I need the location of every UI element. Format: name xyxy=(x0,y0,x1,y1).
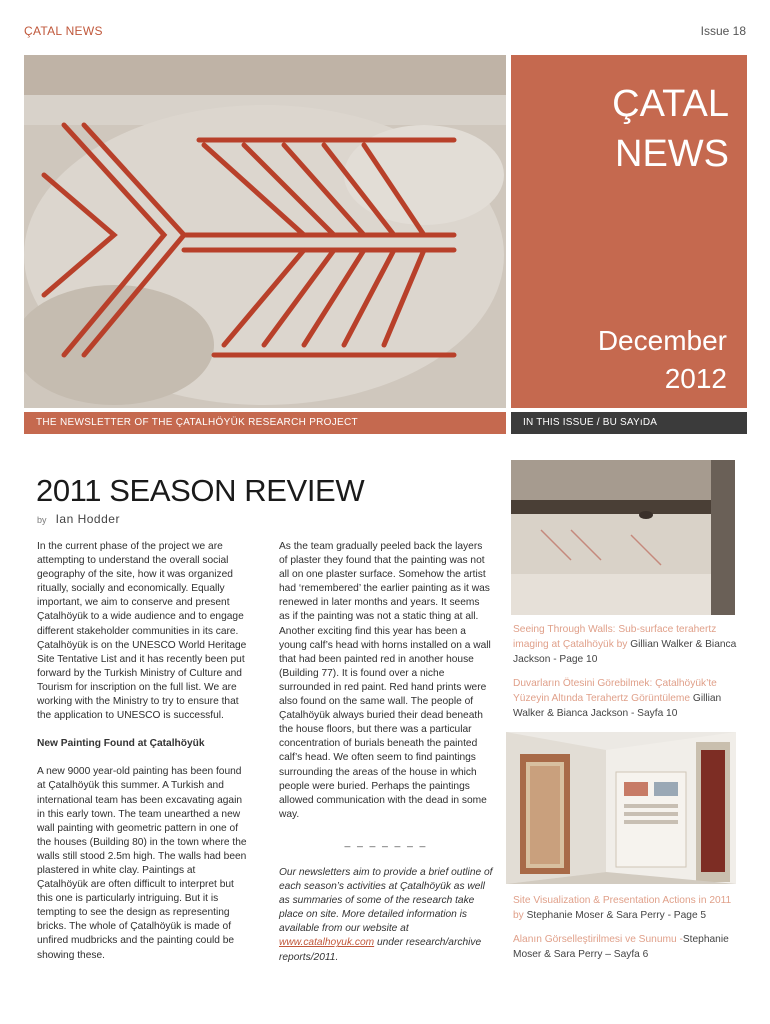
note-text-end: under research/archive reports/2011. xyxy=(279,937,482,963)
byline-prefix: by xyxy=(37,515,47,525)
in-this-issue-band: IN THIS ISSUE / BU SAYıDA xyxy=(511,412,747,434)
issue-item-authors: Stephanie Moser & Sara Perry – Sayfa 6 xyxy=(513,934,729,960)
issue-item-terahertz-tr[interactable] xyxy=(513,676,743,721)
masthead-title xyxy=(612,79,729,179)
article-column-2 xyxy=(279,540,493,965)
issue-item-title: Site Visualization & Presentation Actions in 2011 by xyxy=(513,895,732,921)
masthead-panel xyxy=(511,55,747,408)
article-column-1 xyxy=(37,540,249,977)
masthead-date-year: 2012 xyxy=(664,363,727,394)
article-paragraph: In the current phase of the project we are attempting to understand the overall social geography of the site, how it was organized ritually, socially and economically. Equally important, we aim to conserve and present Çatalhöyük to a wide audience and to engage different stakeholder communities in its care. Çatalhöyük is on the UNESCO World Heritage Site Tentative List and it has recently been put forward by the Turkish Ministry of Culture and Tourism for inscription on the full list. We are working with the Ministry to try to ensure that the application to UNESCO is successful. xyxy=(37,541,247,722)
issue-item-authors: Gillian Walker & Bianca Jackson - Sayfa 10 xyxy=(513,693,722,719)
exhibition-photo xyxy=(506,732,736,884)
newsletter-tagline-band: THE NEWSLETTER OF THE ÇATALHÖYÜK RESEARCH PROJECT xyxy=(24,412,506,434)
section-divider: _ _ _ _ _ _ _ xyxy=(344,836,428,848)
byline-author: Ian Hodder xyxy=(55,512,120,526)
issue-item-authors: Stephanie Moser & Sara Perry - Page 5 xyxy=(523,910,707,921)
article-subheading: New Painting Found at Çatalhöyük xyxy=(37,738,205,750)
masthead-title-line1: ÇATAL xyxy=(612,83,729,125)
newsletter-note xyxy=(279,866,493,965)
article-paragraph: As the team gradually peeled back the layers of plaster they found that the painting was not all on one plaster surface. Somehow the artist had ‘remembered’ the earlier painting as it was renewed in later months and years. It seems as if the painting was not a static thing at all. Another exciting find this year has been a young calf’s head with horns installed on a wall that had been painted red in another house (Building 77). It is found over a niche surrounded in red paint. Red hand prints were also found on the same wall. The people of Çatalhöyük always buried their dead beneath the house floors, but there was a particular concentration of burials beneath the painted calf’s head. We often seem to find paintings surrounding the areas of the house in which people were buried. Perhaps the paintings allowed communication with the dead in some way. xyxy=(279,541,491,820)
article-paragraph: A new 9000 year-old painting has been found at Çatalhöyük this summer. A Turkish and international team has been excavating again in this early town. The team unearthed a new wall painting with geometric pattern in one of the houses (Building 80) in the town where the walls still stood 2.5m high. The walls had been plastered in white clay. Paintings at Çatalhöyük are often difficult to interpret but this one is particularly intriguing. But it is tempting to see the design as representing bricks. The whole of Çatalhöyük is made of unfired mudbricks and the painting could be showing these. xyxy=(37,766,247,961)
wall-painting-photo xyxy=(24,55,506,408)
masthead-date xyxy=(598,322,727,398)
excavation-photo xyxy=(511,460,735,615)
note-text: Our newsletters aim to provide a brief outline of each season’s activities at Çatalhöyük as well as summaries of some of the research take place on site. More detailed information is available from our website at xyxy=(279,866,493,935)
issue-item-visualization-en[interactable] xyxy=(513,893,743,923)
issue-item-visualization-tr[interactable] xyxy=(513,932,743,962)
masthead-title-line2: NEWS xyxy=(615,133,729,175)
website-link[interactable]: www.catalhoyuk.com xyxy=(279,937,375,949)
masthead-date-month: December xyxy=(597,325,727,356)
article-headline: 2011 SEASON REVIEW xyxy=(36,473,365,508)
article-byline xyxy=(37,512,120,526)
issue-item-authors: Gillian Walker & Bianca Jackson - Page 10 xyxy=(513,639,737,665)
issue-item-title: Alanın Görselleştirilmesi ve Sunumu - xyxy=(513,934,683,945)
header-issue-number: Issue 18 xyxy=(700,24,746,38)
header-publication-name: ÇATAL NEWS xyxy=(24,24,103,38)
issue-item-terahertz-en[interactable] xyxy=(513,622,743,667)
issue-item-title: Duvarların Ötesini Görebilmek: Çatalhöyük’te Yüzeyin Altında Terahertz Görüntüleme xyxy=(513,678,717,704)
issue-item-title: Seeing Through Walls: Sub-surface terahertz imaging at Çatalhöyük by xyxy=(513,624,717,650)
